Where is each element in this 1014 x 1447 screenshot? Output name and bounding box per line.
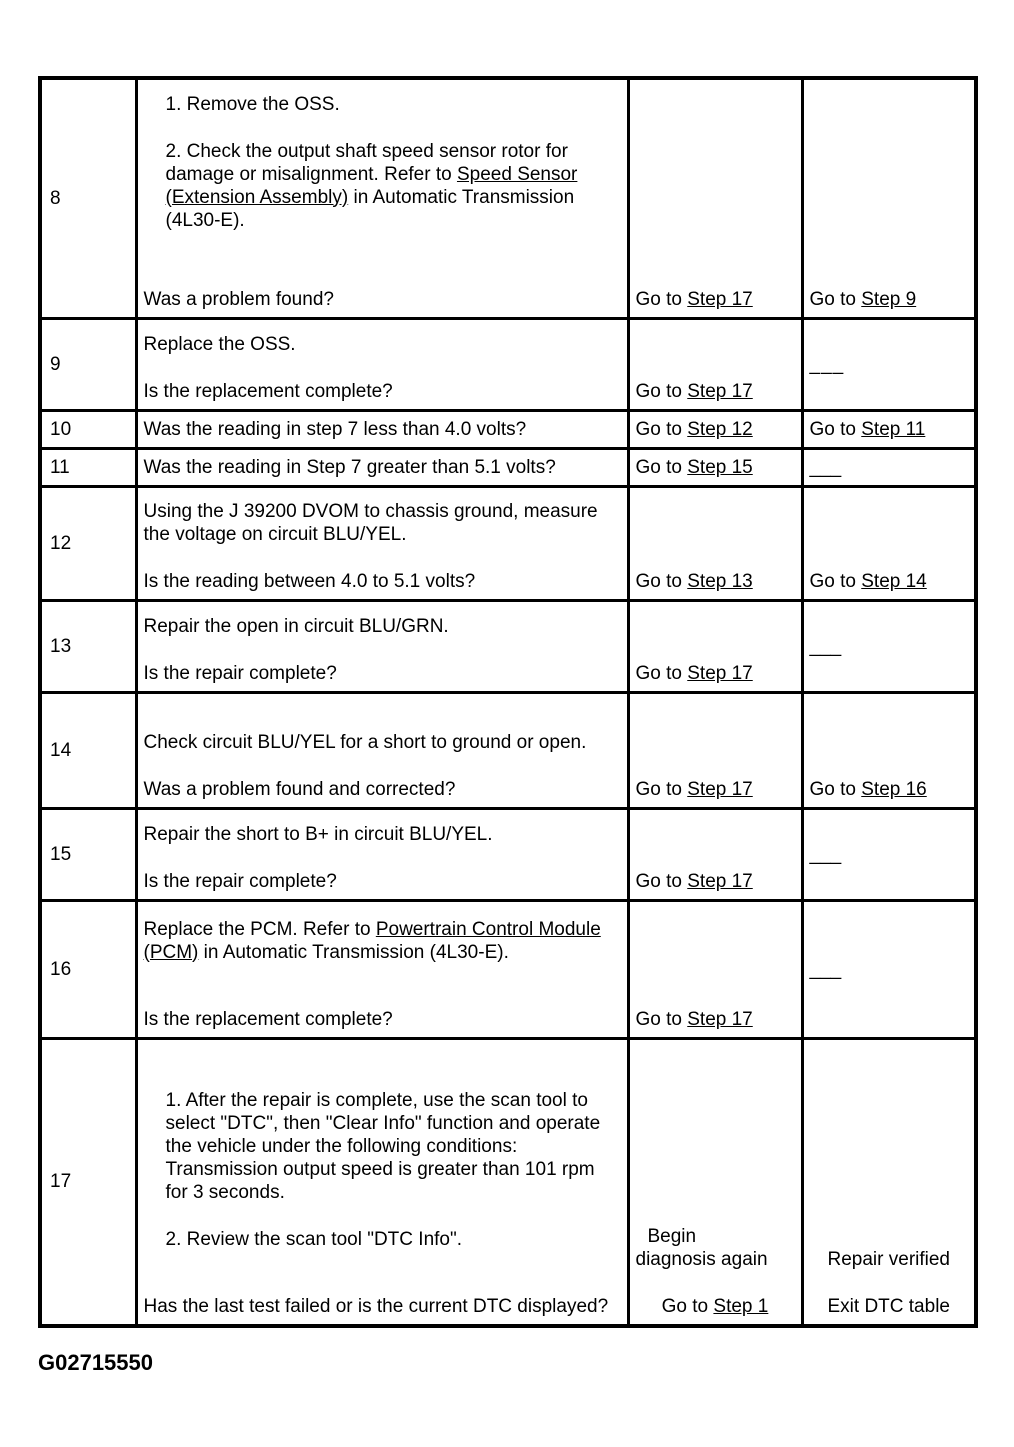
no-cell: Go to Step 14 [802,486,976,600]
go-to-step-link[interactable]: Step 13 [687,570,753,592]
table-row [40,448,976,486]
yes-cell [628,1038,802,1326]
speed-sensor-link[interactable]: Speed Sensor (Extension Assembly) [165,163,578,208]
dash-placeholder: ___ [809,958,842,980]
action-cell [136,318,628,410]
yes-cell: Go to Step 17 [628,600,802,692]
question: Was the reading in step 7 less than 4.0 volts? [143,418,527,440]
question: Was a problem found? [143,288,334,310]
go-to-step-link[interactable]: Step 17 [687,778,753,800]
action-cell [136,808,628,900]
diagnosis-text: diagnosis again [635,1249,768,1270]
action-condition: Transmission output speed is greater than 101 rpm for 3 seconds. [165,1159,595,1203]
figure-id: G02715550 [38,1350,153,1375]
question: Has the last test failed or is the current DTC displayed? [143,1296,609,1317]
go-to-step-link[interactable]: Step 17 [687,1008,753,1030]
go-to-step-link[interactable]: Step 14 [861,570,927,592]
step-number: 15 [40,808,136,900]
step-number: 16 [40,900,136,1038]
yes-cell: Go to Step 17 [628,318,802,410]
yes-cell: Go to Step 15 [628,448,802,486]
yes-cell: Go to Step 17 [628,808,802,900]
go-to-step-link[interactable]: Step 17 [687,380,753,402]
go-to-step-link[interactable]: Step 11 [861,418,926,440]
go-to-step-link[interactable]: Step 17 [687,662,753,684]
go-to-step-link[interactable]: Step 15 [687,456,753,478]
no-cell [802,448,976,486]
question: Is the reading between 4.0 to 5.1 volts? [143,570,476,592]
action-cell [136,1038,628,1326]
question: Was a problem found and corrected? [143,778,456,800]
action-cell [136,900,628,1038]
exit-table-text: Exit DTC table [827,1296,950,1317]
go-to-line: Go to Step 1 [661,1296,769,1317]
action-cell [136,600,628,692]
question: Is the repair complete? [143,662,337,684]
action-text: Replace the PCM. Refer to Powertrain Control Module (PCM) in Automatic Transmission (4L30-E). [143,918,601,963]
action-text: Repair the short to B+ in circuit BLU/YEL. [143,823,493,845]
yes-cell: Go to Step 17 [628,78,802,318]
yes-cell: Go to Step 13 [628,486,802,600]
action-item: 2. Review the scan tool "DTC Info". [165,1229,463,1250]
action-text: Using the J 39200 DVOM to chassis ground, measure the voltage on circuit BLU/YEL. [143,500,598,545]
pcm-link[interactable]: Powertrain Control Module (PCM) [143,918,601,963]
step-number: 17 [40,1038,136,1326]
no-cell [802,808,976,900]
dash-placeholder: ___ [809,635,842,657]
yes-cell: Go to Step 17 [628,692,802,808]
no-cell [802,600,976,692]
go-to-step-link[interactable]: Step 1 [713,1296,769,1317]
action-text: Check circuit BLU/YEL for a short to ground or open. [143,731,587,753]
no-cell [802,900,976,1038]
action-cell [136,410,628,448]
go-to-step-link[interactable]: Step 17 [687,870,753,892]
step-number: 10 [40,410,136,448]
go-to-step-link[interactable]: Step 9 [861,288,917,310]
table-row [40,410,976,448]
table-row [40,808,976,900]
yes-cell: Go to Step 12 [628,410,802,448]
no-cell: Go to Step 9 [802,78,976,318]
question: Was the reading in Step 7 greater than 5.1 volts? [143,456,556,478]
table-row [40,486,976,600]
step-number: 8 [40,78,136,318]
table-row [40,692,976,808]
dash-placeholder: ___ [809,353,845,375]
action-cell [136,448,628,486]
step-number: 11 [40,448,136,486]
table-row [40,78,976,318]
no-cell [802,318,976,410]
dash-placeholder: ___ [809,456,842,478]
action-text: Replace the OSS. [143,333,296,355]
action-cell [136,486,628,600]
no-cell: Go to Step 11 [802,410,976,448]
table-row [40,1038,976,1326]
no-cell: Go to Step 16 [802,692,976,808]
step-number: 12 [40,486,136,600]
action-item: 1. Remove the OSS. [165,93,340,115]
table-row [40,900,976,1038]
dash-placeholder: ___ [809,843,842,865]
begin-text: Begin [647,1226,697,1247]
action-cell [136,78,628,318]
action-item: 1. After the repair is complete, use the scan tool to select "DTC", then "Clear Info" function and operate the vehicle under the following conditions: [165,1090,601,1157]
action-cell [136,692,628,808]
step-number: 9 [40,318,136,410]
question: Is the repair complete? [143,870,337,892]
yes-cell: Go to Step 17 [628,900,802,1038]
repair-verified-text: Repair verified [827,1249,950,1270]
action-item: 2. Check the output shaft speed sensor rotor for damage or misalignment. Refer to Speed Sensor (Extension Assembly) in Automatic Transmission (4L30-E). [165,140,578,231]
question: Is the replacement complete? [143,1008,393,1030]
table-row [40,318,976,410]
step-number: 14 [40,692,136,808]
question: Is the replacement complete? [143,380,393,402]
step-number: 13 [40,600,136,692]
go-to-step-link[interactable]: Step 17 [687,288,753,310]
diagnostic-table [38,76,978,1328]
table-row [40,600,976,692]
no-cell [802,1038,976,1326]
go-to-step-link[interactable]: Step 16 [861,778,927,800]
action-text: Repair the open in circuit BLU/GRN. [143,615,449,637]
go-to-step-link[interactable]: Step 12 [687,418,753,440]
